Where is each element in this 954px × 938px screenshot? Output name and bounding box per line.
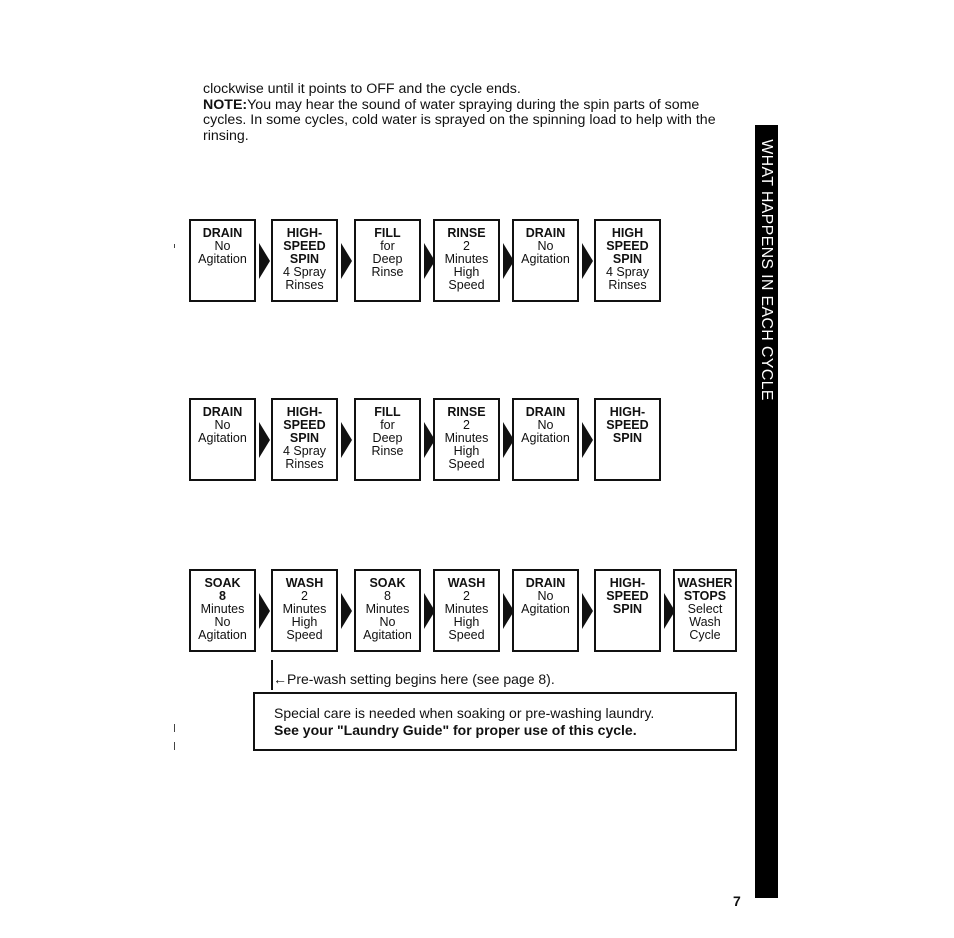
cycle-step-text: High <box>453 615 480 629</box>
cycle-step-text: SPIN <box>612 602 643 616</box>
page-number: 7 <box>733 893 741 909</box>
cycle-step-text: Minutes <box>444 252 489 266</box>
note-label: NOTE: <box>203 96 248 113</box>
cycle-step-text: DRAIN <box>525 405 566 419</box>
cycle-step-text: SPEED <box>606 418 649 432</box>
cycle-step-text: High <box>453 265 480 279</box>
flow-arrow-icon <box>582 422 593 458</box>
cycle-step-text: Deep <box>372 431 403 445</box>
flow-arrow-icon <box>259 422 270 458</box>
cycle-step-box <box>512 569 579 652</box>
cycle-step-text: Speed <box>448 457 485 471</box>
flow-arrow-icon <box>582 243 593 279</box>
cycle-step-box <box>354 398 421 481</box>
note-text: You may hear the sound of water spraying during the spin parts of some cycles. In some cycles, cold water is sprayed on the spinning load to help with the rinsing. <box>203 96 716 144</box>
cycle-step-box <box>512 398 579 481</box>
caution-line-2: See your "Laundry Guide" for proper use of this cycle. <box>274 722 637 738</box>
cycle-step-text: No <box>379 615 396 629</box>
cycle-step-text: RINSE <box>447 405 486 419</box>
cycle-step-text: WASHER <box>677 576 733 590</box>
cycle-step-box <box>189 219 256 302</box>
cycle-step-text: FILL <box>374 405 401 419</box>
cycle-step-box <box>354 569 421 652</box>
prewash-note: ←Pre-wash setting begins here (see page 8). <box>273 671 555 687</box>
cycle-step-text: 4 Spray <box>282 444 327 458</box>
cycle-step-text: 2 <box>463 589 470 603</box>
cycle-step-text: Agitation <box>198 252 247 266</box>
cycle-step-box <box>271 219 338 302</box>
cycle-step-text: Minutes <box>444 602 489 616</box>
note-paragraph <box>203 98 738 145</box>
cycle-step-text: High <box>453 444 480 458</box>
cycle-step-text: Rinses <box>285 278 324 292</box>
cycle-step-box <box>512 219 579 302</box>
cycle-step-text: DRAIN <box>525 226 566 240</box>
flow-arrow-icon <box>341 422 352 458</box>
cycle-step-text: Agitation <box>521 252 570 266</box>
cycle-step-text: RINSE <box>447 226 486 240</box>
cycle-step-text: Speed <box>286 628 323 642</box>
flow-arrow-icon <box>341 243 352 279</box>
cycle-step-text: Rinses <box>608 278 647 292</box>
cycle-step-text: HIGH- <box>609 576 646 590</box>
cycle-step-text: Minutes <box>365 602 410 616</box>
cycle-step-text: Rinses <box>285 457 324 471</box>
cycle-step-text: SPEED <box>606 239 649 253</box>
cycle-step-text: SPIN <box>612 252 643 266</box>
cycle-step-box <box>433 569 500 652</box>
cycle-step-text: Agitation <box>521 602 570 616</box>
cycle-step-box <box>271 569 338 652</box>
cycle-step-text: Wash <box>689 615 721 629</box>
cycle-step-text: Minutes <box>444 431 489 445</box>
flow-arrow-icon <box>259 243 270 279</box>
cycle-step-text: WASH <box>447 576 486 590</box>
intro-line: clockwise until it points to OFF and the cycle ends. <box>203 81 521 97</box>
cycle-step-text: 4 Spray <box>605 265 650 279</box>
cycle-step-text: DRAIN <box>525 576 566 590</box>
cycle-step-text: for <box>380 418 395 432</box>
margin-mark <box>174 742 175 750</box>
cycle-step-text: Deep <box>372 252 403 266</box>
flow-arrow-icon <box>582 593 593 629</box>
cycle-step-text: SPEED <box>283 239 326 253</box>
cycle-step-text: SPIN <box>612 431 643 445</box>
cycle-step-text: Agitation <box>198 628 247 642</box>
cycle-step-text: No <box>214 239 231 253</box>
cycle-step-text: No <box>214 418 231 432</box>
margin-mark <box>174 724 175 732</box>
cycle-step-box <box>594 219 661 302</box>
cycle-step-text: SPIN <box>289 431 320 445</box>
cycle-step-text: 4 Spray <box>282 265 327 279</box>
caution-box <box>253 692 737 751</box>
flow-arrow-icon <box>259 593 270 629</box>
cycle-step-text: DRAIN <box>202 226 243 240</box>
cycle-step-text: HIGH <box>611 226 644 240</box>
cycle-step-text: SOAK <box>369 576 406 590</box>
cycle-step-text: 2 <box>463 418 470 432</box>
cycle-step-text: Agitation <box>363 628 412 642</box>
cycle-step-text: 2 <box>463 239 470 253</box>
cycle-step-box <box>433 219 500 302</box>
flow-arrow-icon <box>341 593 352 629</box>
cycle-step-text: Rinse <box>371 265 404 279</box>
cycle-step-box <box>189 398 256 481</box>
cycle-step-text: 8 <box>384 589 391 603</box>
cycle-step-text: Minutes <box>200 602 245 616</box>
caution-line-1: Special care is needed when soaking or pre-washing laundry. <box>274 705 655 721</box>
cycle-step-text: SPEED <box>606 589 649 603</box>
cycle-step-text: FILL <box>374 226 401 240</box>
cycle-step-text: No <box>537 589 554 603</box>
cycle-step-box <box>354 219 421 302</box>
cycle-step-text: STOPS <box>683 589 727 603</box>
cycle-step-text: DRAIN <box>202 405 243 419</box>
cycle-step-box <box>594 398 661 481</box>
cycle-step-text: 2 <box>301 589 308 603</box>
cycle-step-box <box>189 569 256 652</box>
cycle-step-text: SOAK <box>204 576 241 590</box>
cycle-step-text: HIGH- <box>609 405 646 419</box>
cycle-step-text: Select <box>687 602 723 616</box>
cycle-step-box <box>594 569 661 652</box>
margin-mark <box>174 244 175 248</box>
cycle-step-text: Cycle <box>689 628 721 642</box>
cycle-step-text: High <box>291 615 318 629</box>
cycle-step-text: Agitation <box>198 431 247 445</box>
cycle-step-text: Minutes <box>282 602 327 616</box>
cycle-step-text: HIGH- <box>286 226 323 240</box>
cycle-step-text: Rinse <box>371 444 404 458</box>
cycle-step-text: WASH <box>285 576 324 590</box>
cycle-step-text: Speed <box>448 278 485 292</box>
cycle-step-text: Speed <box>448 628 485 642</box>
side-tab-label: WHAT HAPPENS IN EACH CYCLE <box>758 139 775 401</box>
cycle-step-text: 8 <box>219 589 226 603</box>
cycle-step-text: for <box>380 239 395 253</box>
cycle-step-text: No <box>537 239 554 253</box>
cycle-step-text: SPEED <box>283 418 326 432</box>
cycle-step-box <box>271 398 338 481</box>
cycle-step-text: Agitation <box>521 431 570 445</box>
cycle-step-text: HIGH- <box>286 405 323 419</box>
cycle-step-box <box>433 398 500 481</box>
cycle-step-text: No <box>214 615 231 629</box>
cycle-step-text: No <box>537 418 554 432</box>
cycle-step-text: SPIN <box>289 252 320 266</box>
cycle-step-box <box>673 569 737 652</box>
intro-text <box>203 82 738 144</box>
